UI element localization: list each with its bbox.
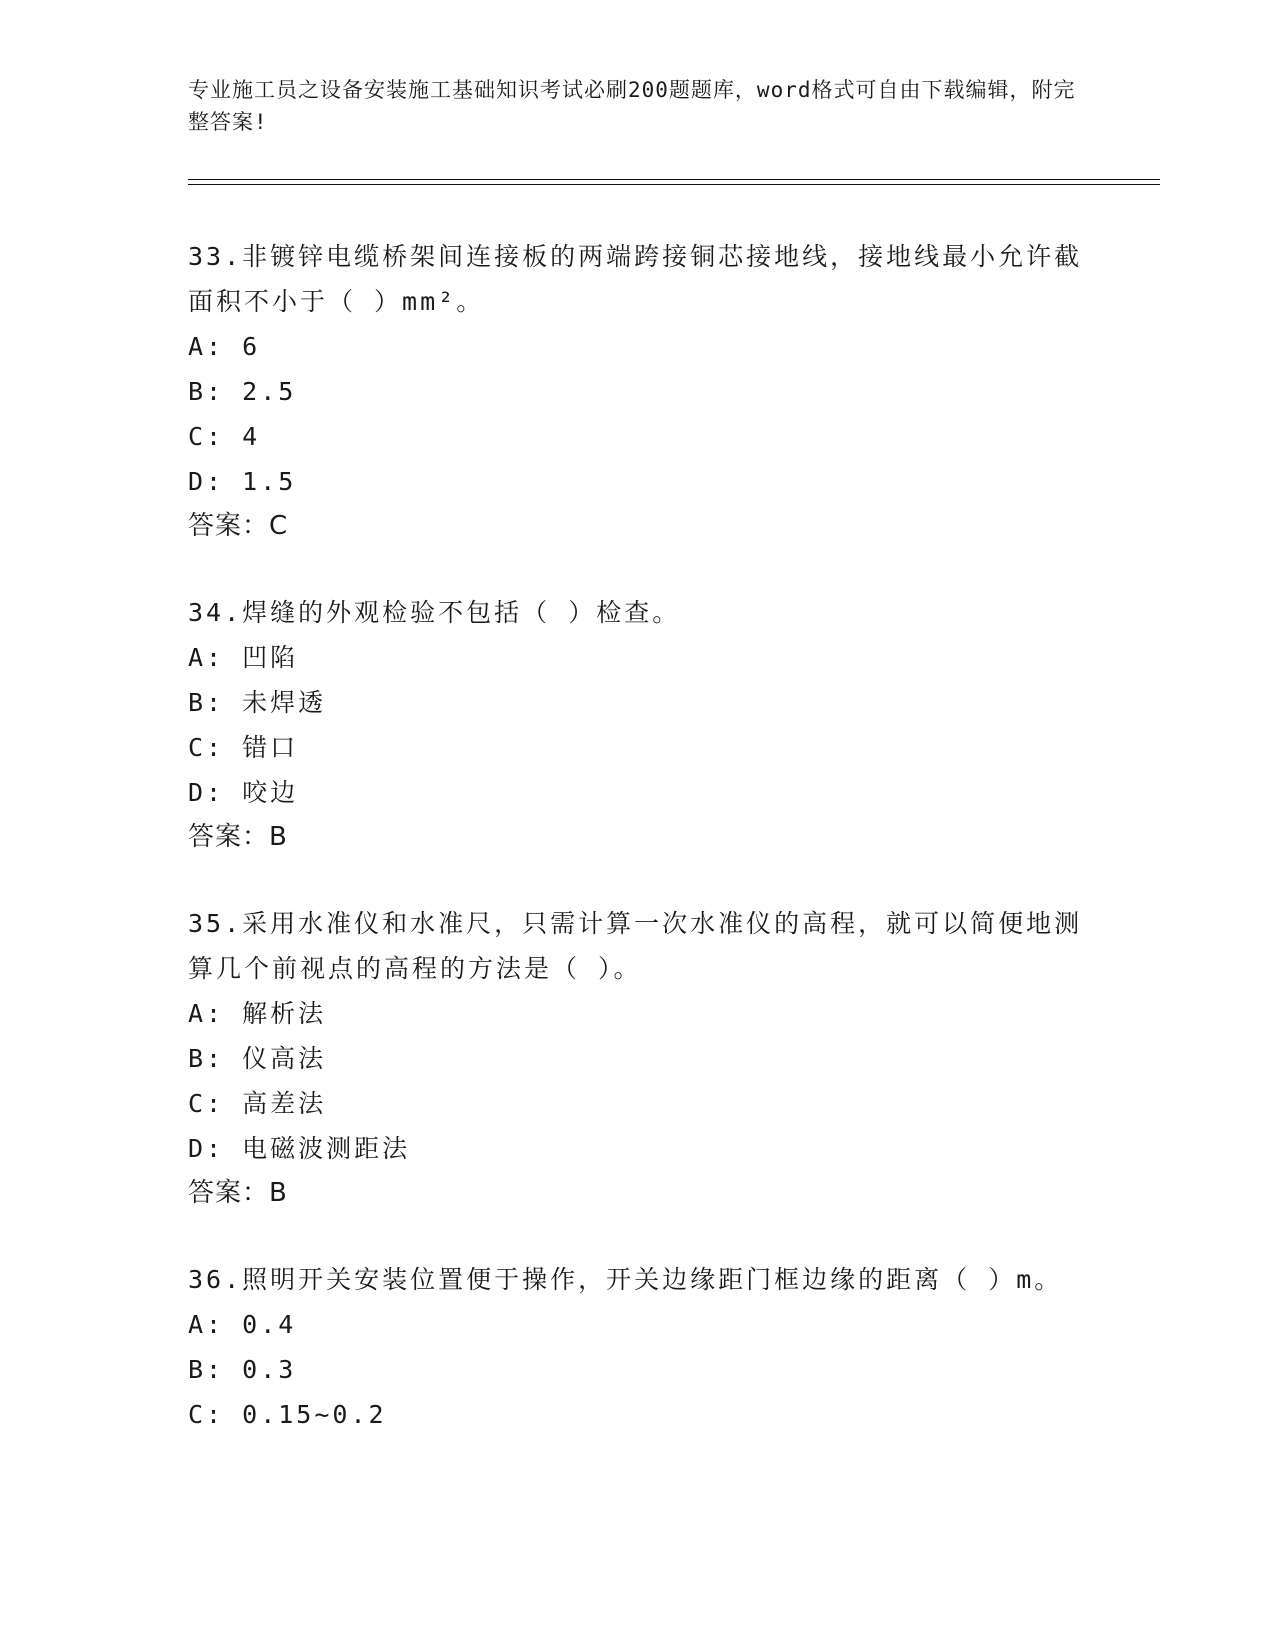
option-d: D: 电磁波测距法 (188, 1134, 411, 1163)
option-d: D: 1.5 (188, 467, 297, 496)
option-a: A: 0.4 (188, 1310, 297, 1339)
option-b: B: 仪高法 (188, 1044, 327, 1073)
option-b: B: 2.5 (188, 377, 297, 406)
option-b: B: 未焊透 (188, 688, 327, 717)
answer-line: 答案：C (188, 511, 289, 541)
question-36 (188, 1257, 1088, 1437)
question-text: 36.照明开关安装位置便于操作，开关边缘距门框边缘的距离（ ）m。 (188, 1265, 1063, 1294)
question-35 (188, 901, 1088, 1216)
answer-line: 答案：B (188, 1178, 288, 1208)
question-text: 33.非镀锌电缆桥架间连接板的两端跨接铜芯接地线，接地线最小允许截面积不小于（ ）mm²。 (188, 242, 1083, 316)
header-rule-bottom (188, 184, 1160, 185)
document-header: 专业施工员之设备安装施工基础知识考试必刷200题题库，word格式可自由下载编辑，附完整答案! (188, 78, 1076, 134)
question-33 (188, 234, 1088, 549)
question-text: 34.焊缝的外观检验不包括（ ）检查。 (188, 598, 681, 627)
question-list (188, 234, 1088, 1478)
option-a: A: 6 (188, 332, 261, 361)
option-a: A: 解析法 (188, 999, 327, 1028)
header-rule-top (188, 179, 1160, 180)
option-b: B: 0.3 (188, 1355, 297, 1384)
answer-line: 答案：B (188, 822, 288, 852)
option-c: C: 错口 (188, 733, 299, 762)
question-text: 35.采用水准仪和水准尺，只需计算一次水准仪的高程，就可以简便地测算几个前视点的高程的方法是（ ）。 (188, 909, 1083, 983)
option-c: C: 4 (188, 422, 261, 451)
question-34 (188, 590, 1088, 860)
option-c: C: 高差法 (188, 1089, 327, 1118)
option-c: C: 0.15~0.2 (188, 1400, 387, 1429)
option-d: D: 咬边 (188, 778, 299, 807)
option-a: A: 凹陷 (188, 643, 299, 672)
